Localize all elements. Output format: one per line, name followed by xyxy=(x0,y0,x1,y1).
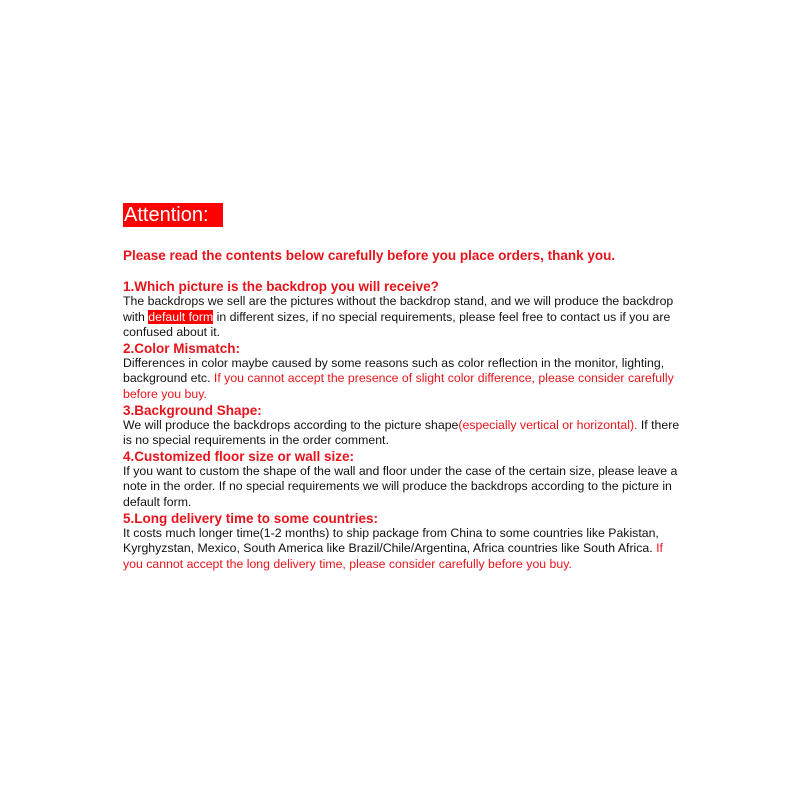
section-body xyxy=(123,418,683,449)
warning-text: If you cannot accept the presence of slight color difference, please consider carefully before you buy. xyxy=(123,371,674,401)
highlight-default-form: default form xyxy=(148,309,214,324)
attention-title: Attention: xyxy=(123,203,223,227)
body-text: in different sizes, if no special requirements, please feel free to contact us if you are confused about it. xyxy=(123,309,671,340)
section-backdrop xyxy=(123,279,683,341)
section-body xyxy=(123,356,683,403)
body-text: It costs much longer time(1-2 months) to ship package from China to some countries like Pakistan, Kyrghyzstan, Mexico, South America like Brazil/Chile/Argentina, Africa countries like South Africa. xyxy=(123,525,659,556)
section-heading: 1.Which picture is the backdrop you will receive? xyxy=(123,279,439,294)
body-text: Differences in color maybe caused by some reasons such as color reflection in the monitor, lighting, background etc. xyxy=(123,355,665,386)
warning-text: If you cannot accept the long delivery time, please consider carefully before you buy. xyxy=(123,541,663,571)
section-heading: 3.Background Shape: xyxy=(123,402,262,418)
section-body xyxy=(123,464,683,511)
body-text: If there is no special requirements in the order comment. xyxy=(123,417,680,448)
intro-text: Please read the contents below carefully before you place orders, thank you. xyxy=(123,248,616,263)
body-text: We will produce the backdrops according to the picture shape xyxy=(123,417,459,432)
body-text: The backdrops we sell are the pictures without the backdrop stand, and we will produce the backdrop with xyxy=(123,294,674,324)
section-heading: 4.Customized floor size or wall size: xyxy=(123,448,355,464)
section-custom-size xyxy=(123,449,683,511)
attention-notice xyxy=(123,203,683,572)
section-heading: 5.Long delivery time to some countries: xyxy=(123,510,379,526)
warning-text: (especially vertical or horizontal). xyxy=(458,417,638,432)
section-body xyxy=(123,294,683,341)
section-color-mismatch xyxy=(123,341,683,403)
body-text: If you want to custom the shape of the wall and floor under the case of the certain size, please leave a note in the order. If no special requirements we will produce the backdrops according to the picture in default form. xyxy=(123,463,678,509)
section-delivery-time xyxy=(123,511,683,573)
section-background-shape xyxy=(123,403,683,449)
section-body xyxy=(123,526,683,573)
section-heading: 2.Color Mismatch: xyxy=(123,340,241,356)
